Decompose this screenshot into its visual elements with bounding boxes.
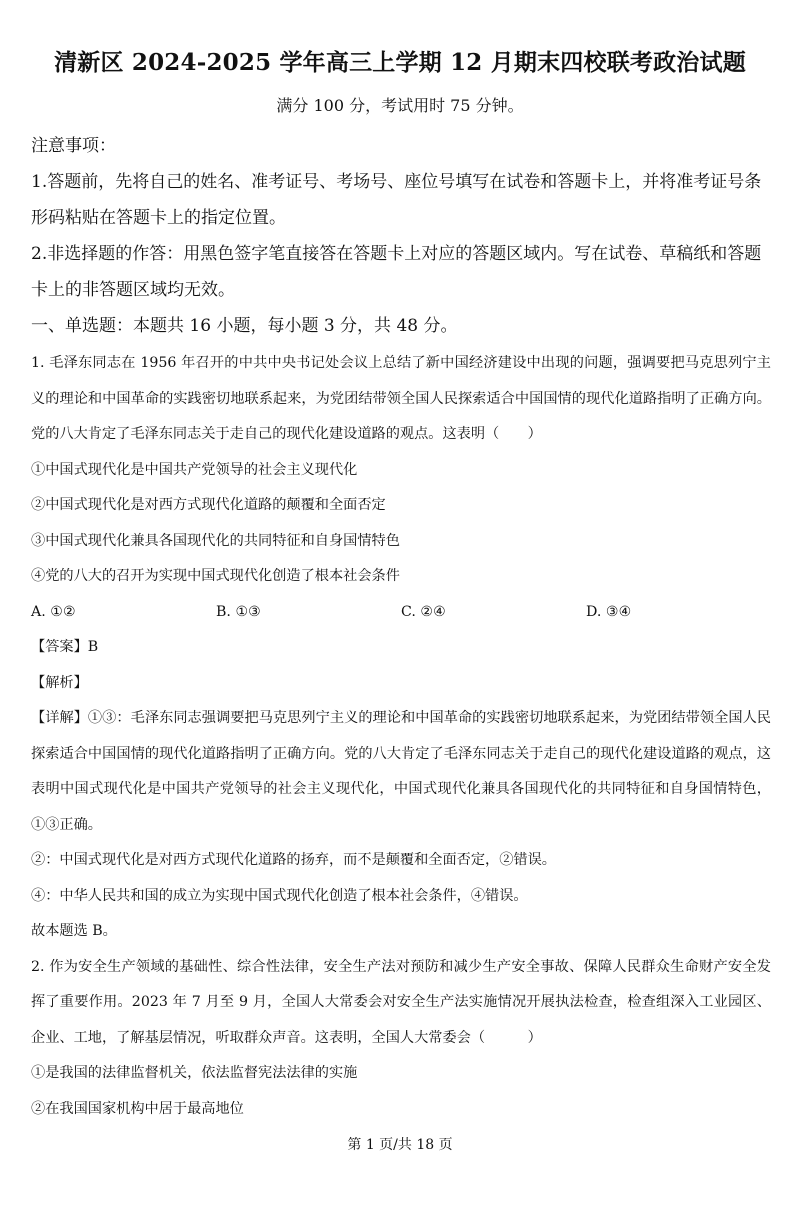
question-1-detail-3: ④：中华人民共和国的成立为实现中国式现代化创造了根本社会条件，④错误。 bbox=[31, 887, 528, 904]
notes-item-1: 1.答题前，先将自己的姓名、准考证号、考场号、座位号填写在试卷和答题卡上，并将准考证号条形码粘贴在答题卡上的指定位置。 bbox=[31, 172, 762, 228]
question-2-statement-1: ①是我国的法律监督机关，依法监督宪法法律的实施 bbox=[31, 1065, 358, 1081]
question-2-stem: 2. 作为安全生产领域的基础性、综合性法律，安全生产法对预防和减少生产安全事故、保障人民群众生命财产安全发挥了重要作用。2023 年 7 月至 9 月，全国人大常委会对安全生产法实施情况开展执法检查，检查组深入工业园区、企业、工地，了解基层情况，听取群众声音。这表明，全国人大常委会（ ） bbox=[31, 958, 771, 1046]
page-body bbox=[31, 128, 771, 1127]
section-heading: 一、单选题：本题共 16 小题，每小题 3 分，共 48 分。 bbox=[31, 316, 458, 336]
question-1-statement-3: ③中国式现代化兼具各国现代化的共同特征和自身国情特色 bbox=[31, 532, 400, 549]
question-1-detail-2: ②：中国式现代化是对西方式现代化道路的扬弃，而不是颠覆和全面否定，②错误。 bbox=[31, 852, 556, 868]
question-1 bbox=[31, 346, 771, 950]
question-1-detail-1: 【详解】①③：毛泽东同志强调要把马克思列宁主义的理论和中国革命的实践密切地联系起来，为党团结带领全国人民探索适合中国国情的现代化道路指明了正确方向。党的八大肯定了毛泽东同志关于走自己的现代化建设道路的观点，这表明中国式现代化是中国共产党领导的社会主义现代化，中国式现代化兼具各国现代化的共同特征和自身国情特色，①③正确。 bbox=[31, 710, 771, 833]
question-1-answer: 【答案】B bbox=[31, 639, 99, 655]
question-1-stem: 1. 毛泽东同志在 1956 年召开的中共中央书记处会议上总结了新中国经济建设中出现的问题，强调要把马克思列宁主义的理论和中国革命的实践密切地联系起来，为党团结带领全国人民探索适合中国国情的现代化道路指明了正确方向。党的八大肯定了毛泽东同志关于走自己的现代化建设道路的观点。这表明（ ） bbox=[31, 355, 771, 442]
option-c: C. ②④ bbox=[401, 603, 446, 620]
page-title: 清新区 2024-2025 学年高三上学期 12 月期末四校联考政治试题 bbox=[54, 49, 746, 76]
exam-info: 满分 100 分，考试用时 75 分钟。 bbox=[276, 96, 524, 115]
question-1-analysis-label: 【解析】 bbox=[31, 674, 88, 691]
question-2 bbox=[31, 950, 771, 1128]
question-1-statement-4: ④党的八大的召开为实现中国式现代化创造了根本社会条件 bbox=[31, 568, 400, 584]
option-d: D. ③④ bbox=[586, 603, 632, 620]
notes-item-2: 2.非选择题的作答：用黑色签字笔直接答在答题卡上对应的答题区域内。写在试卷、草稿纸和答题卡上的非答题区域均无效。 bbox=[31, 244, 762, 300]
question-1-conclusion: 故本题选 B。 bbox=[31, 923, 117, 939]
question-1-options bbox=[31, 595, 771, 631]
notes-section bbox=[31, 128, 771, 344]
notes-heading: 注意事项： bbox=[31, 136, 116, 156]
question-1-statement-1: ①中国式现代化是中国共产党领导的社会主义现代化 bbox=[31, 461, 358, 478]
question-1-statement-2: ②中国式现代化是对西方式现代化道路的颠覆和全面否定 bbox=[31, 497, 386, 513]
page-footer: 第 1 页/共 18 页 bbox=[347, 1137, 453, 1153]
question-2-statement-2: ②在我国国家机构中居于最高地位 bbox=[31, 1100, 244, 1117]
option-b: B. ①③ bbox=[216, 603, 261, 620]
option-a: A. ①② bbox=[31, 603, 76, 620]
